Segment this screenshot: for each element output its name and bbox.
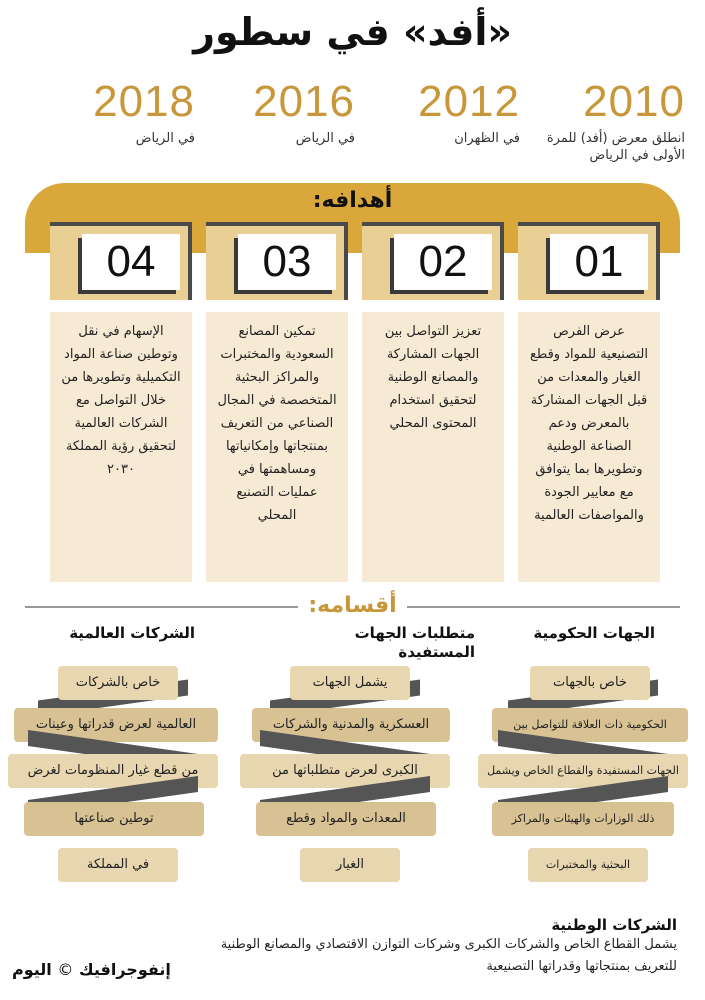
timeline-item-2012 (360, 78, 520, 147)
sections-title-text: أقسامه: (298, 593, 406, 618)
national-companies (177, 916, 677, 978)
section-global (8, 662, 218, 902)
section-line: ذلك الوزارات والهيئات والمراكز (492, 802, 674, 836)
goal-text: تعزيز التواصل بين الجهات المشاركة والمصانع الوطنية لتحقيق استخدام المحتوى المحلي (362, 312, 504, 582)
timeline-text: في الرياض (135, 131, 195, 146)
goal-number: 02 (394, 234, 492, 290)
section-beneficiaries (240, 662, 450, 902)
timeline-item-2010 (525, 78, 685, 164)
section-line: العسكرية والمدنية والشركات (252, 708, 450, 742)
timeline-year: 2016 (253, 77, 355, 126)
section-line: من قطع غيار المنظومات لغرض (8, 754, 218, 788)
timeline-year: 2010 (583, 77, 685, 126)
section-line: يشمل الجهات (290, 666, 410, 700)
goals-title: أهدافه: (312, 188, 393, 213)
goal-number: 01 (550, 234, 648, 290)
timeline (20, 78, 685, 178)
goal-text: تمكين المصانع السعودية والمختبرات والمراكز البحثية المتخصصة في المجال الصناعي من التعريف بمنتجاتها وإمكانياتها ومساهمتها في عمليات التصنيع المحلي (206, 312, 348, 582)
section-head-government: الجهات الحكومية (533, 624, 655, 642)
section-head-global: الشركات العالمية (69, 624, 195, 642)
page-title (0, 10, 705, 54)
brand-paper: اليوم (12, 960, 52, 979)
copyright-icon: © (57, 960, 74, 979)
goal-card-04 (50, 222, 192, 582)
section-line: خاص بالجهات (530, 666, 650, 700)
section-line: البحثية والمختبرات (528, 848, 648, 882)
section-government (478, 662, 688, 902)
section-line: الحكومية ذات العلاقة للتواصل بين (492, 708, 688, 742)
timeline-text: في الظهران (454, 131, 520, 146)
section-line: في المملكة (58, 848, 178, 882)
goal-number: 03 (238, 234, 336, 290)
section-line: الجهات المستفيدة والقطاع الخاص ويشمل (478, 754, 688, 788)
section-line: خاص بالشركات (58, 666, 178, 700)
goal-text: الإسهام في نقل وتوطين صناعة المواد التكميلية وتطويرها من خلال التواصل مع الشركات العالمية لتحقيق رؤية المملكة ٢٠٣٠ (50, 312, 192, 582)
national-text: يشمل القطاع الخاص والشركات الكبرى وشركات التوازن الاقتصادي والمصانع الوطنية للتعريف بمنتجاتها وقدراتها التصنيعية (220, 937, 677, 974)
goal-card-03 (206, 222, 348, 582)
timeline-year: 2018 (93, 77, 195, 126)
section-line: العالمية لعرض قدراتها وعينات (14, 708, 218, 742)
sections-title (0, 593, 705, 618)
goal-card-02 (362, 222, 504, 582)
timeline-text: في الرياض (295, 131, 355, 146)
goal-number: 04 (82, 234, 180, 290)
title-text: «أفد» في سطور (193, 10, 512, 54)
goal-card-01 (518, 222, 660, 582)
section-line: الغيار (300, 848, 400, 882)
section-line: المعدات والمواد وقطع (256, 802, 436, 836)
brand-logo (12, 960, 171, 979)
brand-name: إنفوجرافيك (78, 960, 171, 979)
national-title: الشركات الوطنية (551, 916, 677, 934)
section-line: الكبرى لعرض متطلباتها من (240, 754, 450, 788)
section-head-beneficiaries: متطلبات الجهات المستفيدة (354, 624, 475, 661)
timeline-text: انطلق معرض (أفد) للمرة الأولى في الرياض (546, 131, 685, 163)
goal-text: عرض الفرص التصنيعية للمواد وقطع الغيار والمعدات من قبل الجهات المشاركة بالمعرض ودعم الصناعة الوطنية وتطويرها بما يتوافق مع معايير الجودة والمواصفات العالمية (518, 312, 660, 582)
timeline-item-2018 (35, 78, 195, 147)
section-line: توطين صناعتها (24, 802, 204, 836)
timeline-year: 2012 (418, 77, 520, 126)
timeline-item-2016 (195, 78, 355, 147)
